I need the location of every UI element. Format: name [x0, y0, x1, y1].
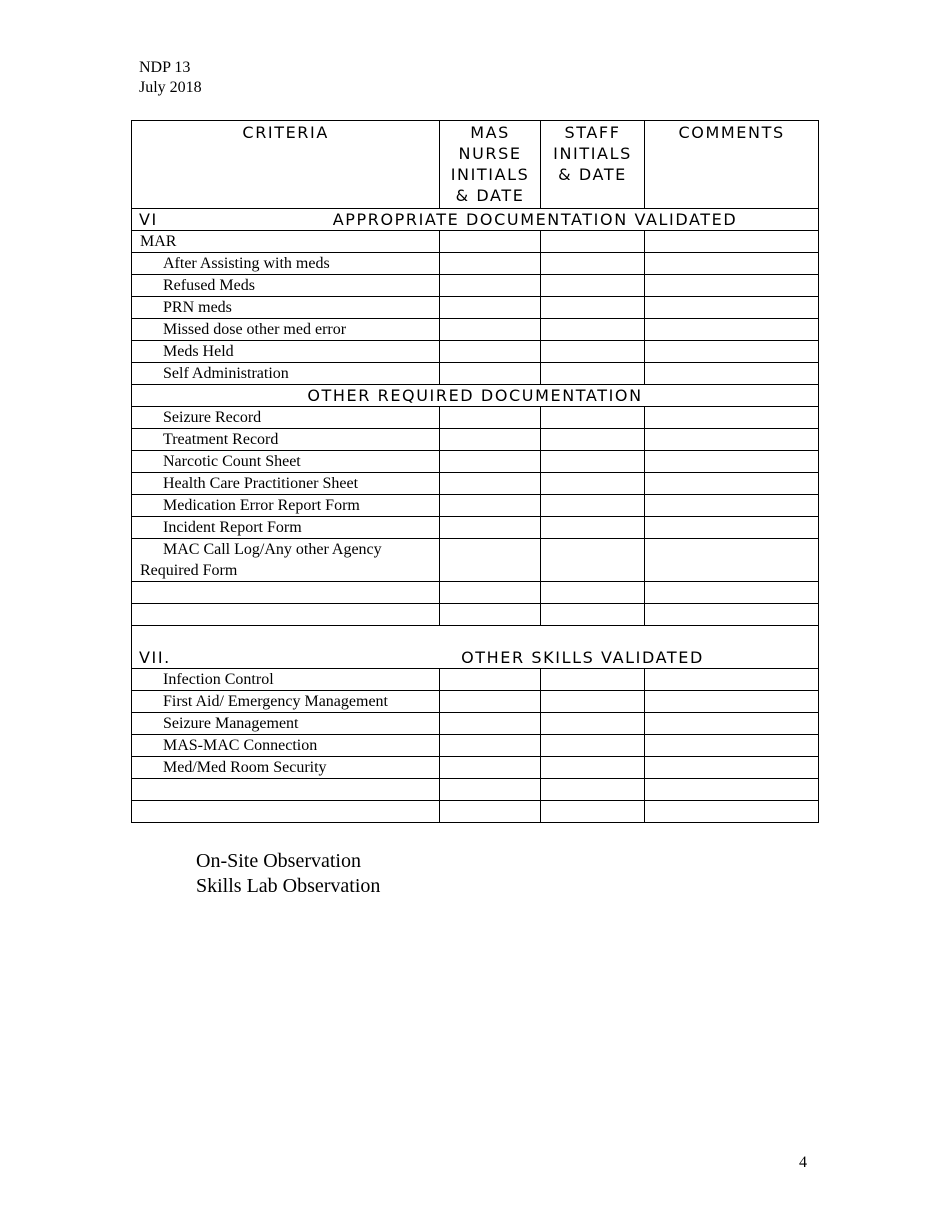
page-number: 4	[799, 1154, 807, 1171]
mar-label: MAR	[132, 231, 440, 253]
staff-cell[interactable]	[540, 757, 644, 779]
mas-cell[interactable]	[440, 253, 540, 275]
comments-cell[interactable]	[645, 735, 819, 757]
table-row	[132, 363, 819, 385]
mas-cell[interactable]	[440, 801, 540, 823]
staff-cell[interactable]	[540, 539, 644, 582]
comments-cell[interactable]	[645, 779, 819, 801]
criteria-cell: PRN meds	[132, 297, 440, 319]
mas-line: MAS	[470, 123, 510, 142]
staff-cell[interactable]	[540, 407, 644, 429]
table-row	[132, 735, 819, 757]
criteria-cell: Seizure Management	[132, 713, 440, 735]
staff-line: STAFF	[564, 123, 621, 142]
table-row	[132, 604, 819, 626]
table-row	[132, 582, 819, 604]
criteria-cell: First Aid/ Emergency Management	[132, 691, 440, 713]
blank-criteria-cell[interactable]	[132, 801, 440, 823]
staff-cell[interactable]	[540, 779, 644, 801]
comments-cell[interactable]	[645, 517, 819, 539]
mas-cell[interactable]	[440, 517, 540, 539]
staff-cell[interactable]	[540, 297, 644, 319]
staff-cell[interactable]	[540, 253, 644, 275]
criteria-cell: Missed dose other med error	[132, 319, 440, 341]
criteria-cell: Med/Med Room Security	[132, 757, 440, 779]
staff-line: & DATE	[558, 165, 627, 184]
section-number: VII.	[139, 648, 171, 667]
criteria-cell: Meds Held	[132, 341, 440, 363]
mas-cell[interactable]	[440, 451, 540, 473]
staff-cell[interactable]	[540, 231, 644, 253]
comments-cell[interactable]	[645, 669, 819, 691]
table-row	[132, 691, 819, 713]
criteria-line: Required Form	[140, 562, 238, 579]
staff-cell[interactable]	[540, 604, 644, 626]
comments-cell[interactable]	[645, 319, 819, 341]
staff-cell[interactable]	[540, 713, 644, 735]
column-header-criteria: CRITERIA	[132, 121, 440, 209]
comments-cell[interactable]	[645, 297, 819, 319]
mas-cell[interactable]	[440, 691, 540, 713]
table-row	[132, 517, 819, 539]
section-vi-header	[132, 209, 819, 231]
criteria-cell: After Assisting with meds	[132, 253, 440, 275]
criteria-cell: Seizure Record	[132, 407, 440, 429]
criteria-cell: Treatment Record	[132, 429, 440, 451]
staff-cell[interactable]	[540, 473, 644, 495]
table-row	[132, 407, 819, 429]
column-header-comments: COMMENTS	[645, 121, 819, 209]
table-row	[132, 801, 819, 823]
criteria-cell: Medication Error Report Form	[132, 495, 440, 517]
section-title: APPROPRIATE DOCUMENTATION VALIDATED	[332, 210, 738, 229]
section-title: OTHER SKILLS VALIDATED	[461, 648, 704, 667]
staff-cell[interactable]	[540, 691, 644, 713]
mas-cell[interactable]	[440, 582, 540, 604]
mas-cell[interactable]	[440, 495, 540, 517]
header-document-code: NDP 13	[139, 59, 191, 76]
criteria-cell: Refused Meds	[132, 275, 440, 297]
staff-cell[interactable]	[540, 582, 644, 604]
comments-cell[interactable]	[645, 451, 819, 473]
section-number: VI	[139, 210, 158, 229]
table-row	[132, 253, 819, 275]
table-row	[132, 779, 819, 801]
staff-cell[interactable]	[540, 517, 644, 539]
criteria-cell: MAS-MAC Connection	[132, 735, 440, 757]
staff-cell[interactable]	[540, 275, 644, 297]
mas-cell[interactable]	[440, 429, 540, 451]
mas-cell[interactable]	[440, 539, 540, 582]
mas-cell[interactable]	[440, 297, 540, 319]
comments-cell[interactable]	[645, 407, 819, 429]
staff-cell[interactable]	[540, 495, 644, 517]
mas-cell[interactable]	[440, 735, 540, 757]
staff-cell[interactable]	[540, 451, 644, 473]
staff-cell[interactable]	[540, 669, 644, 691]
comments-cell[interactable]	[645, 604, 819, 626]
mas-cell[interactable]	[440, 407, 540, 429]
blank-criteria-cell[interactable]	[132, 582, 440, 604]
mas-cell[interactable]	[440, 757, 540, 779]
on-site-observation-label: On-Site Observation	[196, 850, 361, 872]
table-header-row	[132, 121, 819, 209]
staff-cell[interactable]	[540, 363, 644, 385]
table-row	[132, 341, 819, 363]
mas-cell[interactable]	[440, 473, 540, 495]
table-row	[132, 495, 819, 517]
comments-cell[interactable]	[645, 539, 819, 582]
mas-cell[interactable]	[440, 341, 540, 363]
skills-lab-observation-label: Skills Lab Observation	[196, 875, 381, 897]
mas-cell[interactable]	[440, 713, 540, 735]
criteria-cell: Health Care Practitioner Sheet	[132, 473, 440, 495]
section-vii-header	[132, 626, 819, 669]
mas-cell[interactable]	[440, 604, 540, 626]
criteria-cell-mac-call-log	[132, 539, 440, 582]
table-row	[132, 539, 819, 582]
mas-line: INITIALS	[450, 165, 530, 184]
comments-cell[interactable]	[645, 429, 819, 451]
criteria-cell: Incident Report Form	[132, 517, 440, 539]
validation-table	[131, 120, 819, 823]
blank-criteria-cell[interactable]	[132, 779, 440, 801]
table-row	[132, 757, 819, 779]
table-row	[132, 319, 819, 341]
mas-line: NURSE	[458, 144, 522, 163]
mas-cell[interactable]	[440, 779, 540, 801]
mas-cell[interactable]	[440, 319, 540, 341]
staff-line: INITIALS	[553, 144, 632, 163]
header-date: July 2018	[139, 79, 202, 96]
criteria-cell: Narcotic Count Sheet	[132, 451, 440, 473]
section-row	[132, 626, 819, 669]
criteria-cell: Infection Control	[132, 669, 440, 691]
table-row	[132, 231, 819, 253]
comments-cell[interactable]	[645, 275, 819, 297]
blank-criteria-cell[interactable]	[132, 604, 440, 626]
table-row	[132, 275, 819, 297]
comments-cell[interactable]	[645, 713, 819, 735]
comments-cell[interactable]	[645, 495, 819, 517]
mas-cell[interactable]	[440, 275, 540, 297]
comments-cell[interactable]	[645, 801, 819, 823]
staff-cell[interactable]	[540, 341, 644, 363]
table-row	[132, 297, 819, 319]
mas-cell[interactable]	[440, 669, 540, 691]
criteria-cell: Self Administration	[132, 363, 440, 385]
comments-cell[interactable]	[645, 231, 819, 253]
section-row	[132, 209, 819, 231]
staff-cell[interactable]	[540, 319, 644, 341]
staff-cell[interactable]	[540, 801, 644, 823]
criteria-line: MAC Call Log/Any other Agency	[163, 541, 382, 558]
comments-cell[interactable]	[645, 582, 819, 604]
column-header-staff	[540, 121, 644, 209]
table-row	[132, 473, 819, 495]
table-row	[132, 451, 819, 473]
comments-cell[interactable]	[645, 473, 819, 495]
mas-cell[interactable]	[440, 231, 540, 253]
other-documentation-header: OTHER REQUIRED DOCUMENTATION	[132, 385, 819, 407]
mas-line: & DATE	[455, 186, 525, 205]
section-row	[132, 385, 819, 407]
comments-cell[interactable]	[645, 691, 819, 713]
table-row	[132, 713, 819, 735]
mas-cell[interactable]	[440, 363, 540, 385]
staff-cell[interactable]	[540, 429, 644, 451]
comments-cell[interactable]	[645, 341, 819, 363]
comments-cell[interactable]	[645, 253, 819, 275]
staff-cell[interactable]	[540, 735, 644, 757]
table-row	[132, 429, 819, 451]
comments-cell[interactable]	[645, 757, 819, 779]
column-header-mas-nurse	[440, 121, 540, 209]
comments-cell[interactable]	[645, 363, 819, 385]
table-row	[132, 669, 819, 691]
